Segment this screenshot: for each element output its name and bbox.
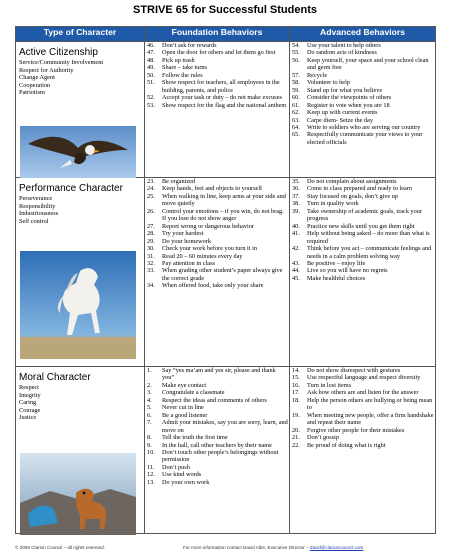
foundation-list — [145, 42, 289, 109]
behavior-number: 7. — [147, 419, 152, 427]
behavior-text: Pay attention in class — [162, 259, 215, 267]
behavior-item — [292, 185, 434, 192]
behavior-text: Do random acts of kindness — [307, 49, 377, 57]
behavior-text: Come to class prepared and ready to learn — [307, 185, 412, 193]
behavior-text: Never cut in line — [162, 404, 204, 412]
behavior-item — [147, 464, 288, 471]
advanced-cell — [290, 367, 436, 534]
behavior-text: Tell the truth the first time — [162, 434, 228, 442]
behavior-number: 17. — [292, 389, 300, 397]
behavior-number: 51. — [147, 79, 155, 87]
behavior-text: Check your work before you turn it in — [162, 245, 257, 253]
behavior-number: 8. — [147, 434, 152, 442]
behavior-item — [292, 94, 434, 101]
behavior-number: 61. — [292, 101, 300, 109]
behavior-item — [292, 102, 434, 109]
behavior-number: 28. — [147, 230, 155, 238]
behavior-number: 38. — [292, 200, 300, 208]
behavior-text: Control your emotions – if you win, do not brag. If you lose do not show anger — [162, 207, 284, 223]
eagle-illustration — [20, 126, 136, 178]
trait-item: Perseverance — [19, 195, 53, 202]
behavior-number: 62. — [292, 109, 300, 117]
trait-item: Integrity — [19, 391, 41, 399]
behavior-item — [292, 49, 434, 56]
behavior-text: Use your talent to help others — [307, 42, 381, 49]
behavior-item — [147, 267, 288, 282]
behavior-number: 45. — [292, 274, 300, 282]
advanced-list — [290, 42, 435, 146]
behavior-number: 4. — [147, 396, 152, 404]
behavior-text: Stay focused on goals, don’t give up — [307, 192, 399, 200]
behavior-item — [292, 72, 434, 79]
behavior-text: When grading other student’s paper always give the correct grade — [162, 267, 283, 282]
category-cell — [16, 178, 145, 367]
behavior-text: When walking in line, keep arms at your side and move quietly — [162, 192, 286, 208]
behavior-number: 20. — [292, 426, 300, 434]
section-row-performance-character — [16, 178, 436, 367]
behavior-number: 42. — [292, 245, 300, 253]
behavior-text: Report wrong or dangerous behavior — [162, 222, 254, 230]
behavior-number: 29. — [147, 237, 155, 245]
trait-item: Caring — [19, 399, 37, 406]
behavior-text: Recycle — [307, 71, 328, 79]
behaviors-table — [15, 26, 436, 534]
trait-list — [19, 384, 144, 422]
behavior-item — [147, 185, 288, 192]
behavior-text: Respect the ideas and comments of others — [162, 396, 267, 404]
behavior-text: Keep up with current events — [307, 109, 378, 117]
behavior-number: 58. — [292, 79, 300, 87]
behavior-item — [147, 193, 288, 208]
behavior-number: 27. — [147, 222, 155, 230]
behavior-number: 55. — [292, 49, 300, 57]
behavior-number: 13. — [147, 478, 155, 486]
trait-item: Self control — [19, 217, 49, 225]
behavior-number: 52. — [147, 94, 155, 102]
behavior-number: 15. — [292, 374, 300, 382]
behavior-text: Show respect for teachers, all employees in the building, parents, and police — [162, 79, 280, 94]
behavior-number: 25. — [147, 192, 155, 200]
trait-list — [19, 59, 144, 97]
behavior-number: 53. — [147, 101, 155, 109]
behavior-text: Open the door for others and let them go first — [162, 49, 276, 57]
behavior-number: 1. — [147, 367, 152, 374]
behavior-item — [147, 64, 288, 71]
behavior-number: 23. — [147, 178, 155, 185]
behavior-number: 56. — [292, 56, 300, 64]
behavior-item — [147, 238, 288, 245]
foundation-cell — [145, 367, 290, 534]
dog-illustration — [20, 453, 136, 535]
behavior-number: 47. — [147, 49, 155, 57]
section-row-moral-character — [16, 367, 436, 534]
behavior-item — [147, 449, 288, 464]
behavior-number: 60. — [292, 94, 300, 102]
behavior-number: 22. — [292, 441, 300, 449]
behavior-item — [292, 442, 434, 449]
behavior-number: 21. — [292, 434, 300, 442]
behavior-text: Practice new skills until you get them right — [307, 222, 415, 230]
behavior-item — [292, 427, 434, 434]
behavior-text: Stand up for what you believe — [307, 86, 383, 94]
trait-list — [19, 195, 144, 225]
behavior-text: Do not complain about assignments — [307, 178, 397, 185]
behavior-number: 5. — [147, 404, 152, 412]
header-foundation-behaviors: Foundation Behaviors — [145, 27, 290, 42]
behavior-text: Turn in quality work — [307, 200, 359, 208]
behavior-text: Help the person others are bullying or being mean to — [307, 396, 433, 412]
behavior-item — [147, 442, 288, 449]
behavior-number: 44. — [292, 267, 300, 275]
advanced-cell — [290, 42, 436, 178]
behavior-item — [147, 230, 288, 237]
behavior-number: 31. — [147, 252, 155, 260]
behavior-text: Respectfully communicate your views to your elected officials — [307, 131, 423, 146]
behavior-item — [292, 57, 434, 72]
behavior-number: 26. — [147, 207, 155, 215]
behavior-number: 41. — [292, 230, 300, 238]
behavior-item — [147, 57, 288, 64]
trait-item: Service/Community Involvement — [19, 59, 104, 66]
behavior-text: Live so you will have no regrets — [307, 267, 388, 275]
behavior-item — [292, 245, 434, 260]
category-cell — [16, 367, 145, 534]
section-row-active-citizenship — [16, 42, 436, 178]
behavior-item — [147, 72, 288, 79]
behavior-item — [292, 117, 434, 124]
behavior-text: Don’t push — [162, 463, 190, 471]
trait-item: Cooperation — [19, 81, 51, 89]
behavior-text: Ask how others are and listen for the answer — [307, 389, 419, 397]
behavior-item — [292, 109, 434, 116]
trait-item: Industriousness — [19, 210, 59, 217]
behavior-text: Admit your mistakes, say you are sorry, learn, and move on — [162, 419, 288, 434]
behavior-text: Keep yourself, your space and your school clean and germ free — [307, 56, 429, 72]
behavior-item — [292, 275, 434, 282]
behavior-text: Forgive other people for their mistakes — [307, 426, 405, 434]
behavior-number: 10. — [147, 448, 155, 456]
behavior-number: 64. — [292, 123, 300, 131]
behavior-item — [292, 200, 434, 207]
behavior-number: 49. — [147, 64, 155, 72]
category-cell — [16, 42, 145, 178]
header-advanced-behaviors: Advanced Behaviors — [290, 27, 436, 42]
trait-item: Justice — [19, 414, 37, 421]
behavior-number: 57. — [292, 71, 300, 79]
behavior-text: Congratulate a classmate — [162, 389, 225, 397]
contact-text — [183, 545, 363, 550]
behavior-item — [292, 178, 434, 185]
behavior-item — [147, 471, 288, 478]
behavior-text: Accept your task or duty – do not make excuses — [162, 94, 282, 102]
behavior-item — [292, 230, 434, 245]
behavior-number: 37. — [292, 192, 300, 200]
behavior-text: Register to vote when you are 18 — [307, 101, 390, 109]
behavior-item — [292, 367, 434, 374]
behavior-item — [147, 419, 288, 434]
trait-item: Respect for Authority — [19, 66, 74, 74]
behavior-item — [147, 253, 288, 260]
behavior-number: 6. — [147, 411, 152, 419]
behavior-number: 19. — [292, 411, 300, 419]
copyright-text: © 2008 Clarion Council – all rights reserved. — [15, 545, 105, 550]
behavior-text: Be a good listener — [162, 411, 208, 419]
trait-item: Change Agent — [19, 74, 55, 81]
header-row — [16, 27, 436, 42]
category-name: Active Citizenship — [19, 47, 98, 58]
behavior-number: 65. — [292, 131, 300, 139]
contact-email-link[interactable]: david@clarioncouncil.com — [309, 545, 364, 550]
category-name: Performance Character — [19, 183, 123, 194]
behavior-text: Think before you act – communicate feelings and needs in a calm problem solving way — [307, 245, 432, 260]
behavior-item — [292, 374, 434, 381]
behavior-item — [292, 260, 434, 267]
behavior-text: Don’t ask for rewards — [162, 42, 217, 49]
behavior-item — [147, 404, 288, 411]
behavior-item — [147, 367, 288, 382]
behavior-text: Don’t touch other people’s belongings without permission — [162, 448, 279, 464]
advanced-list — [290, 178, 435, 282]
behavior-item — [147, 389, 288, 396]
behavior-number: 40. — [292, 222, 300, 230]
behavior-item — [147, 42, 288, 49]
behavior-item — [147, 102, 288, 109]
behavior-text: Share – take turns — [162, 64, 207, 72]
advanced-cell — [290, 178, 436, 367]
behavior-number: 39. — [292, 207, 300, 215]
behavior-number: 34. — [147, 282, 155, 290]
behavior-text: Don’t gossip — [307, 434, 340, 442]
behavior-number: 35. — [292, 178, 300, 185]
advanced-list — [290, 367, 435, 449]
horse-illustration — [20, 251, 136, 359]
behavior-item — [147, 479, 288, 486]
behavior-item — [147, 260, 288, 267]
behavior-number: 50. — [147, 71, 155, 79]
behavior-number: 30. — [147, 245, 155, 253]
behavior-text: Volunteer to help — [307, 79, 350, 87]
behavior-text: Consider the viewpoints of others — [307, 94, 392, 102]
behavior-text: Make healthful choices — [307, 274, 366, 282]
behavior-number: 48. — [147, 56, 155, 64]
behavior-item — [147, 223, 288, 230]
trait-item: Patriotism — [19, 89, 45, 96]
trait-item: Responsibility — [19, 202, 56, 210]
footer — [15, 545, 435, 550]
behavior-number: 18. — [292, 396, 300, 404]
contact-prefix: For more information contact David Albe, Executive Director – — [183, 545, 309, 550]
behavior-number: 9. — [147, 441, 152, 449]
behavior-number: 14. — [292, 367, 300, 374]
foundation-list — [145, 367, 289, 486]
behavior-text: Use kind words — [162, 471, 202, 479]
foundation-list — [145, 178, 289, 290]
behavior-text: In the hall, call other teachers by their name — [162, 441, 272, 449]
behavior-text: Take ownership of academic goals, track your progress — [307, 207, 422, 223]
behavior-item — [147, 49, 288, 56]
behavior-item — [147, 79, 288, 94]
behavior-text: When offered food, take only your share — [162, 282, 264, 290]
behavior-number: 3. — [147, 389, 152, 397]
behavior-number: 54. — [292, 42, 300, 49]
behavior-item — [147, 282, 288, 289]
behavior-number: 12. — [147, 471, 155, 479]
behavior-item — [292, 87, 434, 94]
behavior-number: 24. — [147, 185, 155, 193]
behavior-item — [147, 434, 288, 441]
behavior-item — [292, 42, 434, 49]
behavior-item — [292, 267, 434, 274]
behavior-item — [147, 397, 288, 404]
behavior-number: 43. — [292, 259, 300, 267]
behavior-text: Help without being asked – do more than what is required — [307, 230, 430, 245]
behavior-item — [147, 245, 288, 252]
behavior-text: Be organized — [162, 178, 196, 185]
header-type-of-character: Type of Character — [16, 27, 145, 42]
behavior-text: Use respectful language and respect diversity — [307, 374, 421, 382]
behavior-item — [292, 382, 434, 389]
behavior-text: When meeting new people, offer a firm handshake and repeat their name — [307, 411, 434, 427]
page-title: STRIVE 65 for Successful Students — [133, 4, 317, 16]
behavior-number: 16. — [292, 381, 300, 389]
behavior-number: 36. — [292, 185, 300, 193]
behavior-item — [292, 131, 434, 146]
behavior-text: Make eye contact — [162, 381, 207, 389]
behavior-text: Turn in lost items — [307, 381, 352, 389]
behavior-text: Do not show disrespect with gestures — [307, 367, 401, 374]
behavior-item — [147, 208, 288, 223]
behavior-text: Follow the rules — [162, 71, 203, 79]
behavior-text: Show respect for the flag and the national anthem — [162, 101, 287, 109]
foundation-cell — [145, 42, 290, 178]
behavior-text: Be positive – enjoy life — [307, 259, 366, 267]
behavior-item — [292, 223, 434, 230]
behavior-item — [147, 412, 288, 419]
behavior-number: 2. — [147, 381, 152, 389]
behavior-text: Be proud of doing what is right — [307, 441, 386, 449]
behavior-item — [292, 208, 434, 223]
behavior-number: 59. — [292, 86, 300, 94]
behavior-item — [292, 124, 434, 131]
behavior-text: Say “yes ma’am and yes sir, please and thank you” — [162, 367, 276, 382]
behavior-text: Pick up trash — [162, 56, 195, 64]
behavior-text: Read 20 – 60 minutes every day — [162, 252, 243, 260]
behavior-text: Try your hardest — [162, 230, 204, 238]
behavior-item — [292, 434, 434, 441]
behavior-number: 32. — [147, 259, 155, 267]
behavior-item — [292, 79, 434, 86]
behavior-number: 11. — [147, 463, 155, 471]
behavior-text: Do your homework — [162, 237, 211, 245]
behavior-number: 33. — [147, 267, 155, 275]
behavior-item — [147, 178, 288, 185]
behavior-text: Write to soldiers who are serving our country — [307, 123, 421, 131]
behavior-text: Do your own work — [162, 478, 210, 486]
behavior-number: 46. — [147, 42, 155, 49]
behavior-text: Keep hands, feet and objects to yourself — [162, 185, 263, 193]
behavior-item — [292, 397, 434, 412]
behavior-item — [292, 193, 434, 200]
behavior-text: Carpe diem- Seize the day — [307, 116, 373, 124]
behavior-item — [292, 389, 434, 396]
trait-item: Courage — [19, 406, 41, 414]
behavior-item — [147, 94, 288, 101]
category-name: Moral Character — [19, 372, 91, 383]
behavior-number: 63. — [292, 116, 300, 124]
foundation-cell — [145, 178, 290, 367]
trait-item: Respect — [19, 384, 39, 391]
behavior-item — [292, 412, 434, 427]
behavior-item — [147, 382, 288, 389]
